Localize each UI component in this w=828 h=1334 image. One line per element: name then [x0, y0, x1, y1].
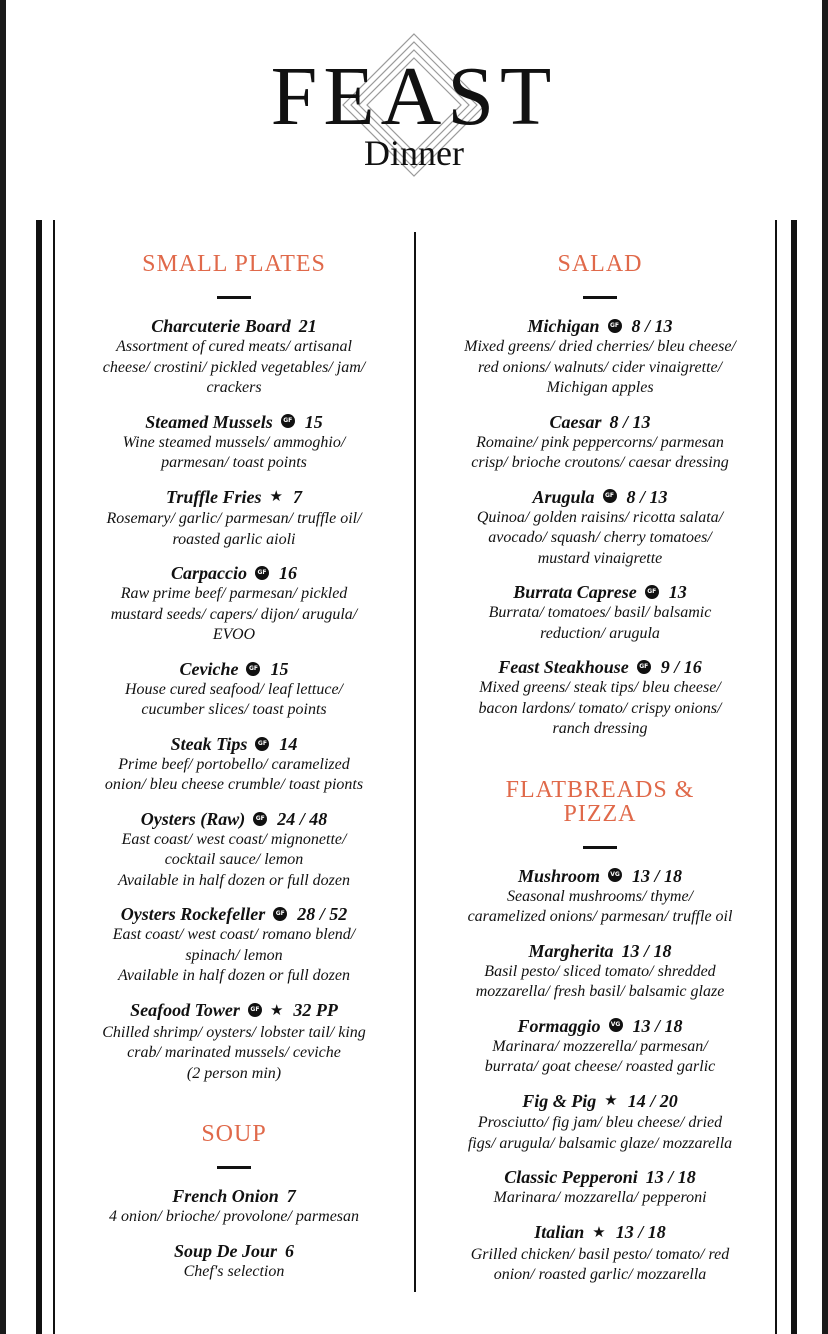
menu-item-name: Oysters (Raw): [140, 808, 246, 829]
menu-item-description: House cured seafood/ leaf lettuce/: [124, 680, 343, 698]
menu-item-header: [432, 1221, 768, 1245]
brand-title: FEAST: [270, 50, 558, 143]
menu-item-header: [62, 808, 406, 830]
menu-item-price: 13 / 18: [632, 865, 683, 886]
menu-item: [432, 865, 768, 928]
vegetarian-icon: VG: [609, 1018, 623, 1032]
section-title-salad: SALAD: [557, 251, 643, 277]
menu-item: [432, 656, 768, 740]
section-rule: [583, 846, 617, 849]
menu-item-header: [432, 315, 768, 337]
menu-item-header: [62, 1240, 406, 1262]
section-title-flatbreads: [432, 778, 768, 826]
section-rule: [217, 1166, 251, 1169]
star-icon: ★: [592, 1222, 606, 1241]
menu-item-description: mustard seeds/ capers/ dijon/ arugula/: [110, 605, 358, 623]
menu-item-description: Mixed greens/ dried cherries/ bleu cheese/: [464, 338, 736, 355]
menu-item-description: cocktail sauce/ lemon: [164, 851, 304, 869]
menu-item-name: Steak Tips: [170, 733, 248, 754]
section-title-small-plates: SMALL PLATES: [142, 251, 326, 277]
menu-item-description: bacon lardons/ tomato/ crispy onions/: [478, 699, 722, 717]
menu-item-name: Classic Pepperoni: [504, 1167, 638, 1188]
gluten-free-icon: GF: [255, 737, 269, 751]
menu-item-price: 14 / 20: [627, 1090, 678, 1111]
menu-item: [432, 581, 768, 644]
menu-item-price: 9 / 16: [660, 657, 702, 677]
menu-item-description: Available in half dozen or full dozen: [118, 871, 350, 889]
menu-item-price: 14: [279, 733, 298, 754]
menu-item-price: 21: [298, 316, 317, 336]
menu-item: [432, 1221, 768, 1286]
menu-item-description: cucumber slices/ toast points: [141, 701, 327, 719]
menu-item-description: burrata/ goat cheese/ roasted garlic: [484, 1058, 716, 1075]
menu-item-description: Prime beef/ portobello/ caramelized: [118, 755, 350, 773]
gluten-free-icon: GF: [273, 907, 287, 921]
star-icon: ★: [269, 487, 283, 506]
menu-item: [432, 940, 768, 1003]
menu-item-price: 16: [279, 563, 297, 584]
menu-item-description: Chilled shrimp/ oysters/ lobster tail/ king: [102, 1023, 366, 1041]
menu-item-price: 7: [286, 1186, 296, 1207]
menu-item-description: Prosciutto/ fig jam/ bleu cheese/ dried: [477, 1114, 723, 1132]
menu-item-header: [62, 733, 406, 755]
menu-item-name: Michigan: [527, 316, 600, 336]
frame-bar-right-thick: [791, 220, 797, 1334]
menu-item-header: [432, 1166, 768, 1188]
menu-item-price: 13 / 18: [645, 1167, 696, 1188]
menu-item-price: 13 / 18: [615, 1221, 666, 1242]
left-column: [62, 252, 406, 1294]
menu-item: [62, 1185, 406, 1228]
menu-item: [432, 1166, 768, 1209]
menu-item-description: (2 person min): [186, 1064, 282, 1082]
star-icon: ★: [604, 1091, 618, 1110]
menu-item-description: mozzarella/ fresh basil/ balsamic glaze: [475, 983, 725, 1000]
gluten-free-icon: GF: [637, 660, 651, 674]
menu-item-description: crackers: [206, 379, 262, 396]
menu-item-header: [432, 486, 768, 508]
menu-item-name: Formaggio: [517, 1015, 601, 1036]
right-column: [432, 252, 768, 1298]
menu-item-description: Grilled chicken/ basil pesto/ tomato/ red: [470, 1245, 730, 1263]
menu-item: [62, 733, 406, 796]
menu-item-description: Raw prime beef/ parmesan/ pickled: [120, 585, 348, 603]
small-plates-list: [62, 315, 406, 1084]
menu-item-header: [62, 411, 406, 433]
menu-item-description: Michigan apples: [546, 379, 654, 396]
section-title-line: FLATBREADS &: [505, 776, 695, 803]
salad-list: [432, 315, 768, 740]
star-icon: ★: [269, 1000, 284, 1019]
menu-item-description: Chef's selection: [183, 1262, 285, 1280]
menu-item-description: figs/ arugula/ balsamic glaze/ mozzarella: [467, 1134, 733, 1152]
menu-item-name: Oysters Rockefeller: [120, 904, 266, 925]
menu-item-price: 28 / 52: [297, 904, 348, 925]
gluten-free-icon: GF: [603, 489, 617, 503]
menu-item-description: reduction/ arugula: [540, 624, 660, 642]
menu-item-description: roasted garlic aioli: [172, 530, 296, 548]
menu-item-price: 15: [304, 411, 323, 432]
menu-item-name: Soup De Jour: [173, 1240, 278, 1261]
gluten-free-icon: GF: [608, 319, 622, 333]
menu-item: [62, 999, 406, 1084]
menu-item-description: Burrata/ tomatoes/ basil/ balsamic: [488, 604, 712, 621]
menu-item-header: [62, 903, 406, 925]
menu-item: [62, 315, 406, 399]
menu-item-name: Italian: [534, 1221, 585, 1242]
menu-item-header: [62, 1185, 406, 1207]
menu-item-header: [62, 315, 406, 337]
menu-item: [62, 411, 406, 474]
menu-item-header: [432, 1015, 768, 1037]
menu-item: [432, 411, 768, 474]
gluten-free-icon: GF: [281, 414, 295, 428]
menu-item-price: 8 / 13: [609, 411, 651, 432]
gluten-free-icon: GF: [645, 585, 659, 599]
menu-item-description: East coast/ west coast/ mignonette/: [121, 830, 347, 848]
menu-item-description: 4 onion/ brioche/ provolone/ parmesan: [108, 1208, 360, 1226]
menu-item-name: Carpaccio: [171, 563, 247, 584]
menu-item-header: [432, 940, 768, 962]
menu-item: [62, 1240, 406, 1283]
menu-item-header: [432, 581, 768, 603]
menu-item-description: ranch dressing: [552, 720, 648, 737]
menu-item-header: [432, 411, 768, 433]
menu-item-name: Seafood Tower: [130, 999, 240, 1020]
section-rule: [583, 296, 617, 299]
menu-item-header: [62, 999, 406, 1023]
menu-item-name: Mushroom: [517, 865, 601, 886]
menu-item-price: 13: [668, 582, 687, 602]
menu-item-header: [62, 562, 406, 584]
brand-subtitle: Dinner: [364, 133, 464, 173]
frame-bar-right-thin: [775, 220, 777, 1334]
menu-item-price: 24 / 48: [277, 808, 328, 829]
menu-item-header: [62, 658, 406, 680]
menu-item-description: mustard vinaigrette: [537, 549, 663, 567]
menu-item-description: Mixed greens/ steak tips/ bleu cheese/: [479, 679, 721, 696]
menu-item-price: 6: [285, 1240, 295, 1261]
menu-item-description: parmesan/ toast points: [161, 454, 307, 471]
menu-item-header: [62, 486, 406, 510]
menu-item-price: 8 / 13: [626, 486, 668, 507]
gluten-free-icon: GF: [253, 812, 267, 826]
menu-item: [432, 486, 768, 570]
menu-item-description: cheese/ crostini/ pickled vegetables/ jam/: [102, 358, 366, 376]
menu-item-name: Burrata Caprese: [513, 582, 637, 602]
menu-item-name: Margherita: [528, 940, 614, 961]
menu-item-price: 13 / 18: [632, 1015, 683, 1036]
menu-item-name: Ceviche: [179, 658, 239, 679]
menu-item-description: Assortment of cured meats/ artisanal: [116, 338, 352, 355]
menu-item-description: Rosemary/ garlic/ parmesan/ truffle oil/: [106, 510, 362, 528]
menu-item-description: spinach/ lemon: [185, 946, 283, 964]
gluten-free-icon: GF: [248, 1003, 262, 1017]
menu-item: [432, 1090, 768, 1155]
menu-item-description: Seasonal mushrooms/ thyme/: [506, 887, 694, 905]
gluten-free-icon: GF: [255, 566, 269, 580]
menu-item: [432, 315, 768, 399]
menu-item-description: onion/ bleu cheese crumble/ toast pionts: [104, 776, 364, 794]
menu-item-description: avocado/ squash/ cherry tomatoes/: [488, 529, 712, 546]
menu-item-description: Wine steamed mussels/ ammoghio/: [122, 433, 346, 451]
menu-item-description: onion/ roasted garlic/ mozzarella: [493, 1266, 707, 1284]
menu-item: [62, 903, 406, 987]
menu-item-description: Marinara/ mozzerella/ parmesan/: [492, 1037, 708, 1055]
flatbreads-list: [432, 865, 768, 1286]
menu-item-name: Feast Steakhouse: [498, 657, 629, 677]
menu-item: [62, 486, 406, 551]
menu-item-name: Caesar: [549, 411, 602, 432]
menu-item-name: Charcuterie Board: [151, 316, 291, 336]
column-divider: [414, 232, 416, 1292]
menu-item-name: Truffle Fries: [166, 486, 262, 507]
menu-item-description: red onions/ walnuts/ cider vinaigrette/: [477, 358, 723, 376]
menu-item-name: Steamed Mussels: [145, 411, 273, 432]
menu-item-name: Fig & Pig: [522, 1090, 597, 1111]
menu-item-description: crab/ marinated mussels/ ceviche: [127, 1044, 341, 1062]
menu-item: [62, 562, 406, 646]
menu-item-description: Available in half dozen or full dozen: [118, 967, 350, 985]
menu-item-price: 8 / 13: [631, 316, 673, 336]
vegetarian-icon: VG: [608, 868, 622, 882]
menu-item-header: [432, 865, 768, 887]
menu-item-price: 13 / 18: [621, 940, 672, 961]
frame-bar-left-thick: [36, 220, 42, 1334]
menu-item-description: EVOO: [212, 626, 256, 644]
menu-item-description: Marinara/ mozzarella/ pepperoni: [493, 1189, 707, 1207]
menu-item-price: 32 PP: [293, 999, 338, 1020]
menu-item-description: Romaine/ pink peppercorns/ parmesan: [476, 433, 724, 451]
menu-item-description: East coast/ west coast/ romano blend/: [112, 926, 356, 944]
menu-item-description: Basil pesto/ sliced tomato/ shredded: [484, 962, 716, 980]
menu-item-price: 7: [292, 486, 302, 507]
menu-item-name: French Onion: [172, 1186, 279, 1207]
menu-item-description: crisp/ brioche croutons/ caesar dressing: [471, 454, 729, 471]
menu-item-header: [432, 656, 768, 678]
gluten-free-icon: GF: [246, 662, 260, 676]
menu-item: [432, 1015, 768, 1078]
section-title-line: PIZZA: [563, 800, 637, 827]
menu-item-header: [432, 1090, 768, 1114]
menu-item: [62, 658, 406, 721]
menu-item-price: 15: [270, 658, 289, 679]
section-title-soup: SOUP: [201, 1121, 267, 1148]
menu-item-name: Arugula: [532, 486, 595, 507]
menu-item-description: caramelized onions/ parmesan/ truffle oil: [467, 908, 733, 925]
menu-item-description: Quinoa/ golden raisins/ ricotta salata/: [476, 508, 724, 526]
menu-item: [62, 808, 406, 892]
soup-list: [62, 1185, 406, 1282]
section-rule: [217, 296, 251, 299]
frame-bar-left-thin: [53, 220, 55, 1334]
